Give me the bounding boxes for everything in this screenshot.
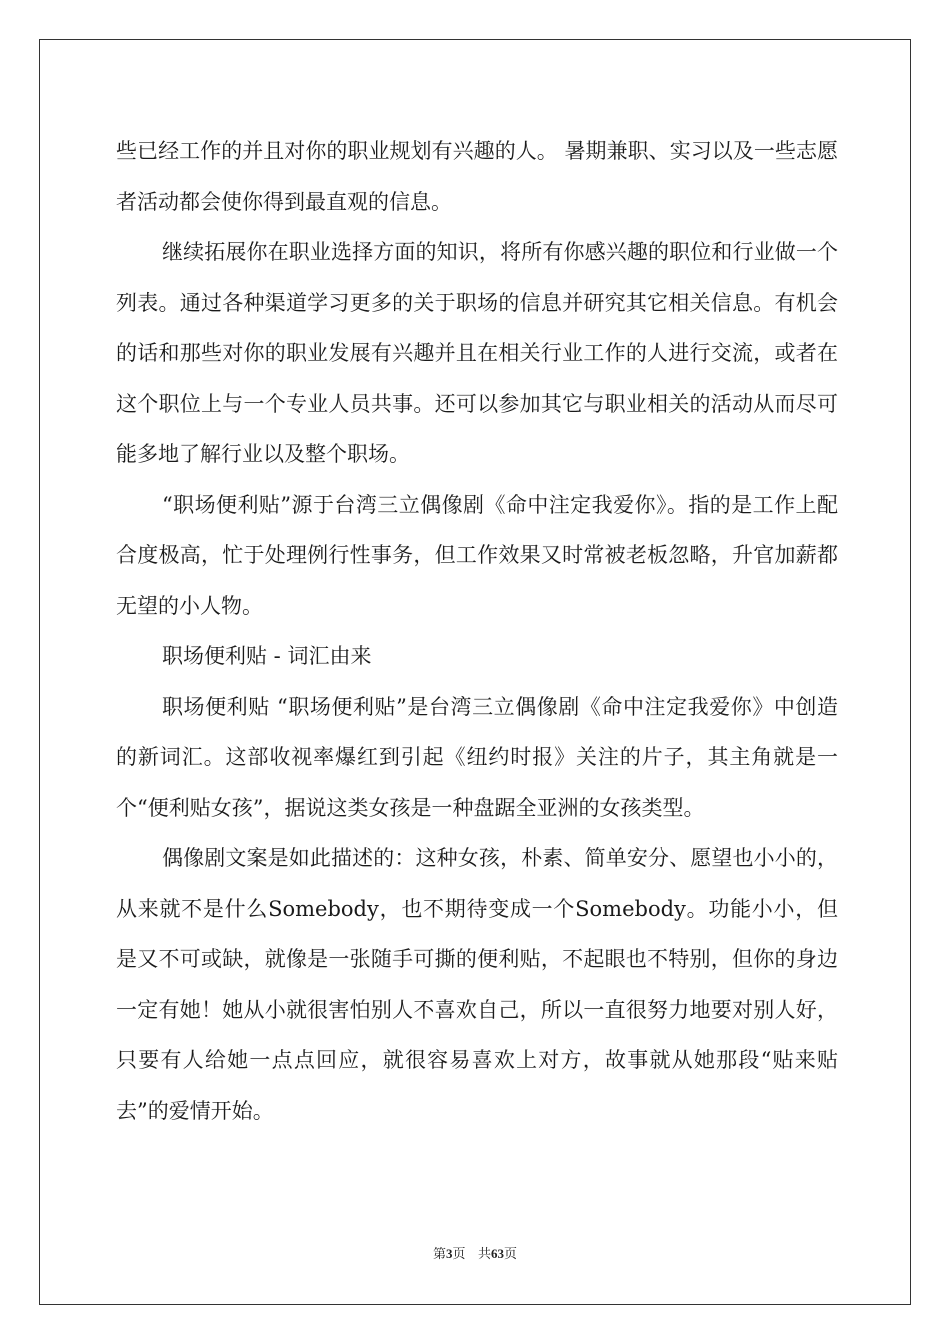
footer-page-number: 3 bbox=[446, 1246, 453, 1261]
paragraph: 些已经工作的并且对你的职业规划有兴趣的人。 暑期兼职、实习以及一些志愿者活动都会使你得到最直观的信息。 bbox=[116, 139, 838, 214]
footer-page-suffix: 页 bbox=[452, 1247, 466, 1262]
page-footer bbox=[0, 1243, 950, 1262]
footer-total-pages: 63 bbox=[490, 1246, 504, 1261]
document-body bbox=[116, 126, 838, 1136]
footer-page-prefix: 第 bbox=[433, 1247, 447, 1262]
paragraph: 继续拓展你在职业选择方面的知识，将所有你感兴趣的职位和行业做一个列表。通过各种渠道学习更多的关于职场的信息并研究其它相关信息。有机会的话和那些对你的职业发展有兴趣并且在相关行业工作的人进行交流，或者在这个职位上与一个专业人员共事。还可以参加其它与职业相关的活动从而尽可能多地了解行业以及整个职场。 bbox=[116, 240, 838, 466]
footer-total-prefix: 共 bbox=[477, 1247, 491, 1262]
footer-total-suffix: 页 bbox=[503, 1247, 517, 1262]
paragraph: 职场便利贴 “职场便利贴”是台湾三立偶像剧《命中注定我爱你》中创造的新词汇。这部收视率爆红到引起《纽约时报》关注的片子，其主角就是一个“便利贴女孩”，据说这类女孩是一种盘踞全亚洲的女孩类型。 bbox=[116, 694, 838, 820]
section-heading: 职场便利贴 - 词汇由来 bbox=[162, 644, 372, 668]
paragraph: 偶像剧文案是如此描述的：这种女孩，朴素、简单安分、愿望也小小的，从来就不是什么Somebody，也不期待变成一个Somebody。功能小小，但是又不可或缺，就像是一张随手可撕的便利贴，不起眼也不特别，但你的身边一定有她！她从小就很害怕别人不喜欢自己，所以一直很努力地要对别人好，只要有人给她一点点回应，就很容易喜欢上对方，故事就从她那段“贴来贴去”的爱情开始。 bbox=[116, 846, 838, 1123]
paragraph: “职场便利贴”源于台湾三立偶像剧《命中注定我爱你》。指的是工作上配合度极高，忙于处理例行性事务，但工作效果又时常被老板忽略，升官加薪都无望的小人物。 bbox=[116, 492, 838, 618]
